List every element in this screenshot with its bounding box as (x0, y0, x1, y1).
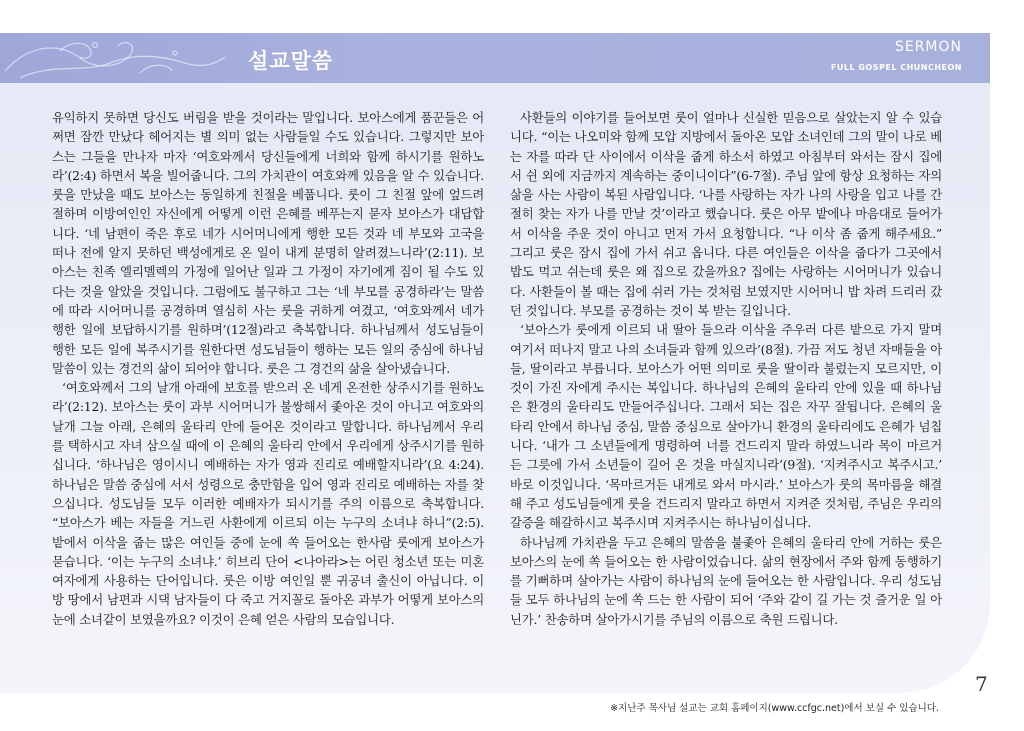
page-number: 7 (975, 672, 988, 696)
paragraph: ‘여호와께서 그의 날개 아래에 보호를 받으러 온 네게 온전한 상주시기를 원하노라’(2:12). 보아스는 룻이 과부 시어머니가 불쌍해서 좇아온 것이 아니고 여호와의 날개 그늘 아래, 은혜의 울타리 안에 들어온 것이라고 말합니다. 하나님께서 우리를 택하시고 자녀 삼으실 때에 이 은혜의 울타리 안에서 우리에게 상주시기를 원하십니다. ‘하나님은 영이시니 예배하는 자가 영과 진리로 예배할지니라’(요 4:24). 하나님은 말씀 중심에 서서 성령으로 충만함을 입어 영과 진리로 예배하는 자를 찾으십니다. 성도님들 모두 이러한 예배자가 되시기를 주의 이름으로 축복합니다. “보아스가 베는 자들을 거느린 사환에게 이르되 이는 누구의 소녀냐 하니”(2:5). 밭에서 이삭을 줍는 많은 여인들 중에 눈에 쏙 들어오는 한사람 룻에게 보아스가 묻습니다. ‘이는 누구의 소녀냐.’ 히브리 단어 <나아라>는 어린 청소년 또는 미혼 여자에게 사용하는 단어입니다. 룻은 이방 여인일 뿐 귀공녀 출신이 아닙니다. 이방 땅에서 남편과 시댁 남자들이 다 죽고 거지꼴로 돌아온 과부가 어떻게 보아스의 눈에 소녀같이 보였을까요? 이것이 은혜 얻은 사람의 모습입니다. (52, 380, 484, 627)
church-name: FULL GOSPEL CHUNCHEON (830, 63, 962, 72)
left-column (52, 108, 484, 629)
paragraph: 하나님께 가치관을 두고 은혜의 말씀을 붙좇아 은혜의 울타리 안에 거하는 룻은 보아스의 눈에 쏙 들어오는 한 사람이었습니다. 삶의 현장에서 주와 함께 동행하기를 기뻐하며 살아가는 사람이 하나님의 눈에 들어오는 한 사람입니다. 우리 성도님들 모두 하나님의 눈에 쏙 드는 한 사람이 되어 ‘주와 같이 길 가는 것 즐거운 일 아닌가.’ 찬송하며 살아가시기를 주님의 이름으로 축원 드립니다. (510, 534, 942, 627)
paragraph: 유익하지 못하면 당신도 버림을 받을 것이라는 말입니다. 보아스에게 품꾼들은 어쩌면 잠깐 만났다 헤어지는 별 의미 없는 사람들일 수도 있습니다. 그렇지만 보아스는 그들을 만나자 마자 ‘여호와께서 당신들에게 너희와 함께 하시기를 원하노라’(2:4) 하면서 복을 빌어줍니다. 그의 가치관이 여호와께 있음을 알 수 있습니다. 룻을 만났을 때도 보아스는 동일하게 친절을 베풉니다. 룻이 그 친절 앞에 엎드려 절하며 이방여인인 자신에게 어떻게 이런 은혜를 베푸는지 묻자 보아스가 대답합니다. ‘네 남편이 죽은 후로 네가 시어머니에게 행한 모든 것과 네 부모와 고국을 떠나 전에 알지 못하던 백성에게로 온 일이 내게 분명히 알려졌느니라’(2:11). 보아스는 친족 엘리멜렉의 가정에 일어난 일과 그 가정이 자기에게 짐이 될 수도 있다는 것을 알았을 것입니다. 그럼에도 불구하고 그는 ‘네 부모를 공경하라’는 말씀에 따라 시어머니를 공경하며 열심히 사는 룻을 귀하게 여겼고, ‘여호와께서 네가 행한 일에 보답하시기를 원하며’(12절)라고 축복합니다. 하나님께서 성도님들이 행한 모든 일에 복주시기를 원한다면 성도님들이 행하는 모든 일의 중심에 하나님 말씀이 있는 경건의 삶이 되어야 합니다. 룻은 그 경건의 삶을 살아냈습니다. (52, 110, 484, 376)
paragraph: ‘보아스가 룻에게 이르되 내 딸아 들으라 이삭을 주우러 다른 밭으로 가지 말며 여기서 떠나지 말고 나의 소녀들과 함께 있으라’(8절). 가끔 저도 청년 자매들을 아들, 딸이라고 부릅니다. 보아스가 어떤 의미로 룻을 딸이라 불렀는지 모르지만, 이것이 가진 자에게 주시는 복입니다. 하나님의 은혜의 울타리 안에 있을 때 하나님은 환경의 울타리도 만들어주십니다. 그래서 되는 집은 자꾸 잘됩니다. 은혜의 울타리 안에서 하나님 중심, 말씀 중심으로 살아가니 환경의 울타리에도 은혜가 넘칩니다. ‘내가 그 소년들에게 명령하여 너를 건드리지 말라 하였느니라 목이 마르거든 그릇에 가서 소년들이 길어 온 것을 마실지니라’(9절). ‘지켜주시고 복주시고.’ 바로 이것입니다. ‘목마르거든 내게로 와서 마시라.’ 보아스가 룻의 목마름을 해결해 주고 성도님들에게 룻을 건드리지 말라고 하면서 지켜준 것처럼, 주님은 우리의 갈증을 해갈하시고 복주시며 지켜주시는 하나님이십니다. (510, 322, 942, 531)
ornament-swirl-icon (0, 33, 240, 83)
footnote: ※지난주 목사님 설교는 교회 홈페이지(www.ccfgc.net)에서 보실 수 있습니다. (610, 703, 939, 714)
header-band (0, 33, 990, 83)
page-title: 설교말씀 (248, 49, 334, 73)
section-label: SERMON (894, 39, 962, 55)
paragraph: 사환들의 이야기를 들어보면 룻이 얼마나 신실한 믿음으로 살았는지 알 수 있습니다. “이는 나오미와 함께 모압 지방에서 돌아온 모압 소녀인데 그의 말이 나로 베는 자를 따라 단 사이에서 이삭을 줍게 하소서 하였고 아침부터 와서는 잠시 집에서 쉰 외에 지금까지 계속하는 중이니이다”(6-7절). 주님 앞에 항상 요청하는 자의 삶을 사는 사람이 복된 사람입니다. ‘나를 사랑하는 자가 나의 사랑을 입고 나를 간절히 찾는 자가 나를 만날 것’이라고 했습니다. 룻은 아무 밭에나 마음대로 들어가서 이삭을 주운 것이 아니고 먼저 가서 요청합니다. “나 이삭 좀 줍게 해주세요.” 그리고 룻은 잠시 집에 가서 쉬고 옵니다. 다른 여인들은 이삭을 줍다가 그곳에서 밥도 먹고 쉬는데 룻은 왜 집으로 갔을까요? 집에는 사랑하는 시어머니가 있습니다. 사환들이 볼 때는 집에 쉬러 가는 것처럼 보였지만 시어머니 밥 차려 드리러 갔던 것입니다. 부모를 공경하는 것이 복 받는 길입니다. (510, 110, 942, 318)
right-column (510, 108, 942, 629)
